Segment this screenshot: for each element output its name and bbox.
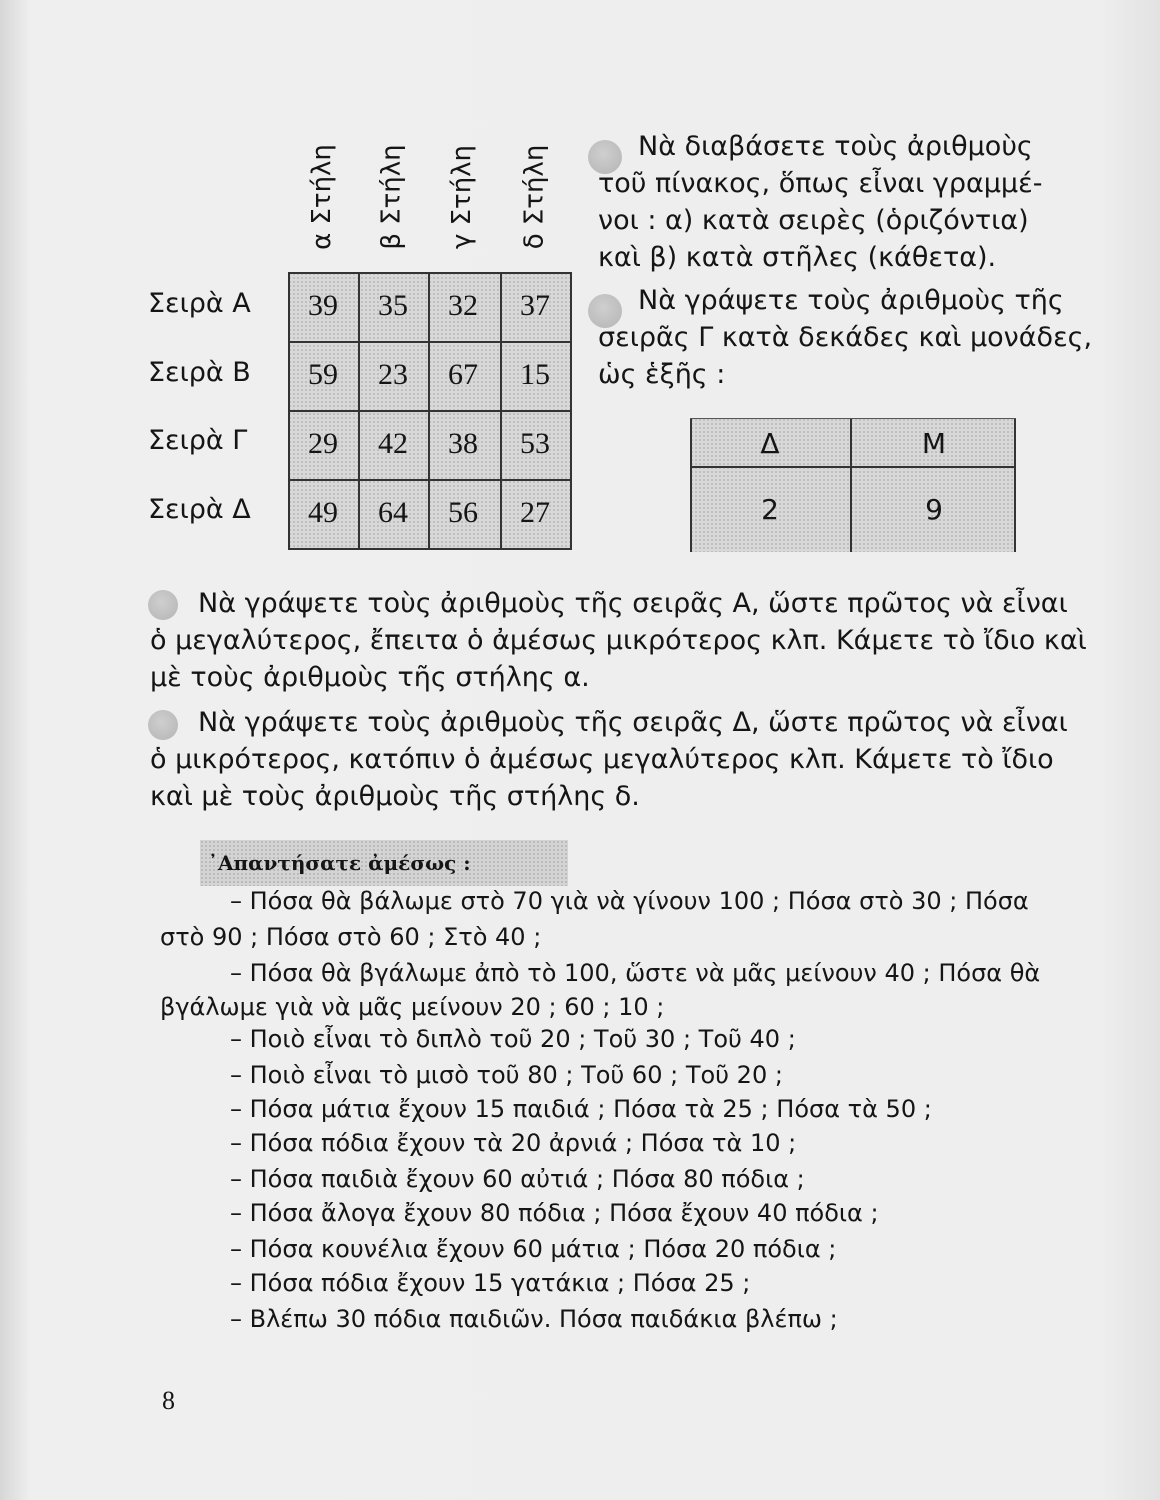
question-line: – Πόσα μάτια ἔχουν 15 παιδιά ; Πόσα τὰ 25 ; Πόσα τὰ 50 ; [230, 1095, 932, 1123]
column-header-delta: δ Στήλη [519, 144, 550, 250]
grid-cell: 27 [520, 496, 550, 529]
question-line: – Ποιὸ εἶναι τὸ διπλὸ τοῦ 20 ; Τοῦ 30 ; Τοῦ 40 ; [230, 1025, 796, 1053]
grid-cell: 53 [520, 427, 550, 460]
question-line: – Πόσα κουνέλια ἔχουν 60 μάτια ; Πόσα 20 πόδια ; [230, 1235, 837, 1263]
dm-value-decades: 2 [761, 492, 779, 526]
instruction-write: Νὰ γράψετε τοὺς ἀριθμοὺς τῆς σειρᾶς Γ κατὰ δεκάδες καὶ μονάδες, ὡς ἑξῆς : [598, 285, 1093, 390]
question-line: – Πόσα θὰ βγάλωμε ἀπὸ τὸ 100, ὥστε νὰ μᾶς μείνουν 40 ; Πόσα θὰ [230, 959, 1041, 987]
grid-cell: 37 [520, 289, 550, 322]
grid-cell: 38 [448, 427, 478, 460]
exercise-row-d: Νὰ γράψετε τοὺς ἀριθμοὺς τῆς σειρᾶς Δ, ὥστε πρῶτος νὰ εἶναι ὁ μικρότερος, κατόπιν ὁ ἀμέσως μεγαλύτερος κλπ. Κάμετε τὸ ἴδιο καὶ μὲ τοὺς ἀριθμοὺς τῆς στήλης δ. [150, 707, 1068, 812]
grid-cell: 67 [448, 358, 478, 391]
decades-units-table [690, 418, 1016, 552]
question-line: – Πόσα θὰ βάλωμε στὸ 70 γιὰ νὰ γίνουν 100 ; Πόσα στὸ 30 ; Πόσα [230, 887, 1029, 915]
answer-heading: ᾿Απαντήσατε ἀμέσως : [200, 840, 568, 886]
question-line: – Πόσα ἄλογα ἔχουν 80 πόδια ; Πόσα ἔχουν 40 πόδια ; [230, 1199, 879, 1227]
question-line: – Ποιὸ εἶναι τὸ μισὸ τοῦ 80 ; Τοῦ 60 ; Τοῦ 20 ; [230, 1061, 783, 1089]
question-line: – Βλέπω 30 πόδια παιδιῶν. Πόσα παιδάκια βλέπω ; [230, 1305, 838, 1333]
grid-cell: 35 [378, 289, 408, 322]
question-line: στὸ 90 ; Πόσα στὸ 60 ; Στὸ 40 ; [160, 923, 542, 951]
grid-cell: 64 [378, 496, 408, 529]
column-header-beta: β Στήλη [377, 144, 408, 250]
grid-cell: 49 [308, 496, 338, 529]
dm-header-decades: Δ [760, 426, 780, 460]
page-number: 8 [162, 1386, 175, 1415]
grid-cell: 29 [308, 427, 338, 460]
question-line: – Πόσα πόδια ἔχουν τὰ 20 ἀρνιά ; Πόσα τὰ 10 ; [230, 1129, 797, 1157]
question-line: – Πόσα παιδιὰ ἔχουν 60 αὐτιά ; Πόσα 80 πόδια ; [230, 1165, 805, 1193]
grid-cell: 15 [520, 358, 550, 391]
column-header-gamma: γ Στήλη [447, 144, 478, 250]
grid-cell: 56 [448, 496, 478, 529]
row-label-d: Σειρὰ Δ [148, 494, 251, 525]
grid-cell: 23 [378, 358, 408, 391]
question-line: βγάλωμε γιὰ νὰ μᾶς μείνουν 20 ; 60 ; 10 ; [160, 993, 665, 1021]
exercise-row-a: Νὰ γράψετε τοὺς ἀριθμοὺς τῆς σειρᾶς Α, ὥστε πρῶτος νὰ εἶναι ὁ μεγαλύτερος, ἔπειτα ὁ ἀμέσως μικρότερος κλπ. Κάμετε τὸ ἴδιο καὶ μὲ τοὺς ἀριθμοὺς τῆς στήλης α. [150, 588, 1087, 693]
row-label-b: Σειρὰ Β [148, 357, 251, 388]
dm-value-units: 9 [925, 492, 943, 526]
dm-header-units: Μ [921, 426, 947, 460]
grid-cell: 32 [448, 289, 478, 322]
grid-cell: 59 [308, 358, 338, 391]
number-grid [288, 272, 572, 550]
question-line: – Πόσα πόδια ἔχουν 15 γατάκια ; Πόσα 25 ; [230, 1269, 751, 1297]
row-label-g: Σειρὰ Γ [148, 425, 248, 456]
row-label-a: Σειρὰ Α [148, 288, 251, 319]
grid-cell: 39 [308, 289, 338, 322]
grid-cell: 42 [378, 427, 408, 460]
column-header-alpha: α Στήλη [307, 144, 338, 250]
instruction-read: Νὰ διαβάσετε τοὺς ἀριθμοὺς τοῦ πίνακος, ὅπως εἶναι γραμμέ- νοι : α) κατὰ σειρὲς (ὁριζόντια) καὶ β) κατὰ στῆλες (κάθετα). [598, 131, 1043, 273]
